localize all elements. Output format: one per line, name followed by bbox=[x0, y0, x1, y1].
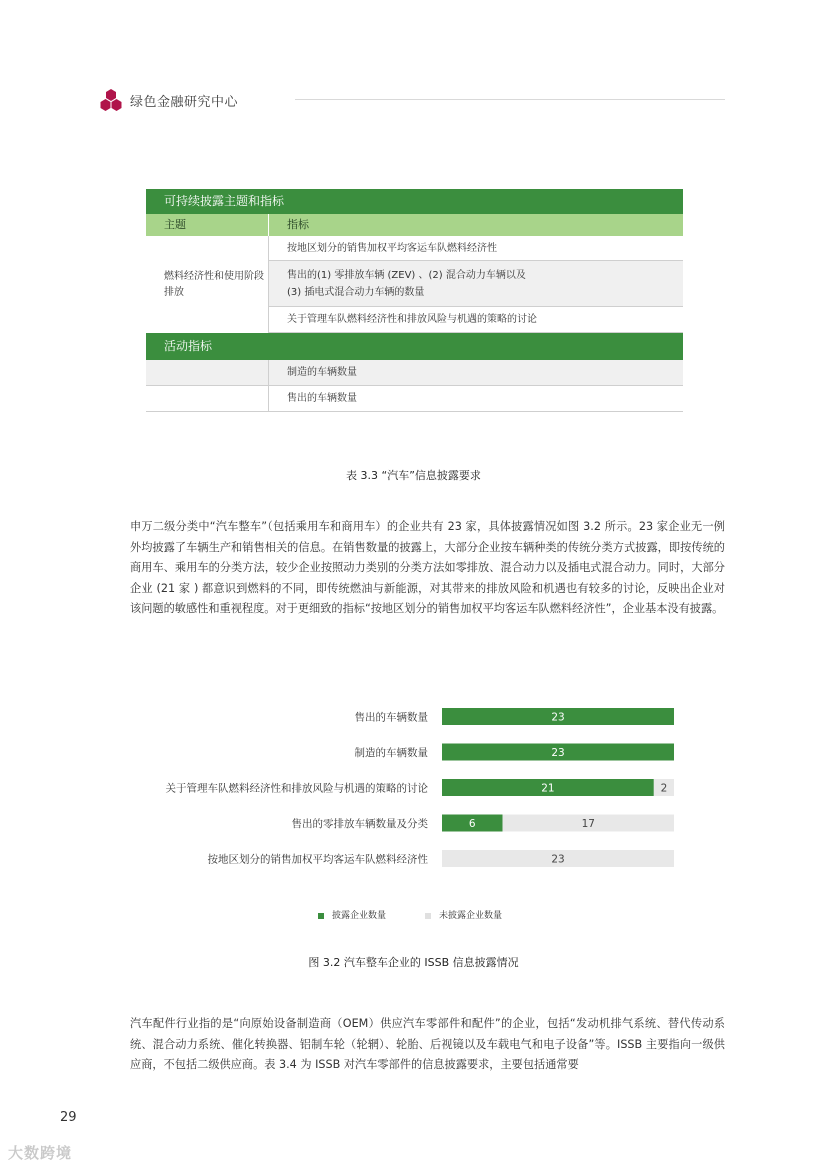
topic-cell: 燃料经济性和使用阶段排放 bbox=[146, 236, 269, 333]
data-label: 23 bbox=[551, 747, 565, 759]
table-title: 可持续披露主题和指标 bbox=[146, 189, 683, 214]
body-paragraph: 汽车配件行业指的是“向原始设备制造商（OEM）供应汽车零部件和配件”的企业，包括“发动机排气系统、替代传动系统、混合动力系统、催化转换器、铝制车轮（轮辋）、轮胎、后视镜以及车载电气和电子设备”等。ISSB 主要指向一级供应商，不包括二级供应商。表 3.4 为 ISSB 对汽车零部件的信息披露要求，主要包括通常要 bbox=[130, 1017, 725, 1071]
category-label: 关于管理车队燃料经济性和排放风险与机遇的策略的讨论 bbox=[165, 782, 428, 795]
legend-label: 披露企业数量 bbox=[332, 911, 387, 921]
activity-row bbox=[146, 386, 683, 412]
legend-swatch bbox=[425, 913, 431, 919]
table-caption: 表 3.3 “汽车”信息披露要求 bbox=[346, 469, 481, 482]
hexagon-logo-icon bbox=[100, 88, 122, 112]
activity-title: 活动指标 bbox=[146, 333, 683, 360]
col-metric-header: 指标 bbox=[287, 218, 309, 231]
chart-caption: 图 3.2 汽车整车企业的 ISSB 信息披露情况 bbox=[308, 956, 519, 969]
data-label: 2 bbox=[660, 782, 668, 795]
legend-item-disclosed bbox=[318, 908, 386, 921]
data-label: 6 bbox=[468, 818, 476, 830]
metric-cell: 关于管理车队燃料经济性和排放风险与机遇的策略的讨论 bbox=[269, 307, 683, 333]
legend-item-undisclosed bbox=[425, 908, 502, 921]
category-label: 制造的车辆数量 bbox=[354, 747, 428, 759]
brand-name: 绿色金融研究中心 bbox=[130, 95, 239, 110]
col-topic-header: 主题 bbox=[146, 214, 269, 236]
metric-cell: 按地区划分的销售加权平均客运车队燃料经济性 bbox=[269, 236, 683, 261]
disclosure-bar-chart bbox=[120, 695, 700, 895]
activity-row bbox=[146, 360, 683, 386]
page-header bbox=[100, 88, 740, 112]
category-label: 按地区划分的销售加权平均客运车队燃料经济性 bbox=[207, 853, 428, 866]
header-divider bbox=[295, 99, 725, 100]
legend-label: 未披露企业数量 bbox=[439, 911, 503, 921]
category-label: 售出的车辆数量 bbox=[354, 711, 428, 724]
topic-group bbox=[146, 236, 683, 333]
page-number: 29 bbox=[60, 1110, 77, 1125]
category-label: 售出的零排放车辆数量及分类 bbox=[291, 818, 428, 830]
watermark: 大数跨境 bbox=[8, 1144, 73, 1162]
body-paragraph: 申万二级分类中“汽车整车”（包括乘用车和商用车）的企业共有 23 家，具体披露情况如图 3.2 所示。23 家企业无一例外均披露了车辆生产和销售相关的信息。在销售数量的披露上，大部分企业按车辆种类的传统分类方式披露，即按传统的商用车、乘用车的分类方法，较少企业按照动力类别的分类方法如零排放、混合动力以及插电式混合动力。同时，大部分企业 (21 家 ) 都意识到燃料的不同，即传统燃油与新能源，对其带来的排放风险和机遇也有较多的讨论，反映出企业对该问题的敏感性和重视程度。对于更细致的指标“按地区划分的销售加权平均客运车队燃料经济性”，企业基本没有披露。 bbox=[130, 520, 725, 615]
legend-swatch bbox=[318, 913, 324, 919]
metric-cell: 售出的(1) 零排放车辆 (ZEV) 、(2) 混合动力车辆以及 (3) 插电式混合动力车辆的数量 bbox=[269, 261, 683, 307]
data-label: 17 bbox=[581, 818, 595, 830]
data-label: 23 bbox=[551, 711, 565, 724]
data-label: 23 bbox=[551, 853, 565, 866]
activity-cell: 售出的车辆数量 bbox=[287, 393, 357, 404]
table-header-row bbox=[146, 214, 683, 236]
activity-cell: 制造的车辆数量 bbox=[287, 367, 357, 378]
disclosure-table bbox=[146, 189, 683, 412]
data-label: 21 bbox=[541, 782, 555, 795]
